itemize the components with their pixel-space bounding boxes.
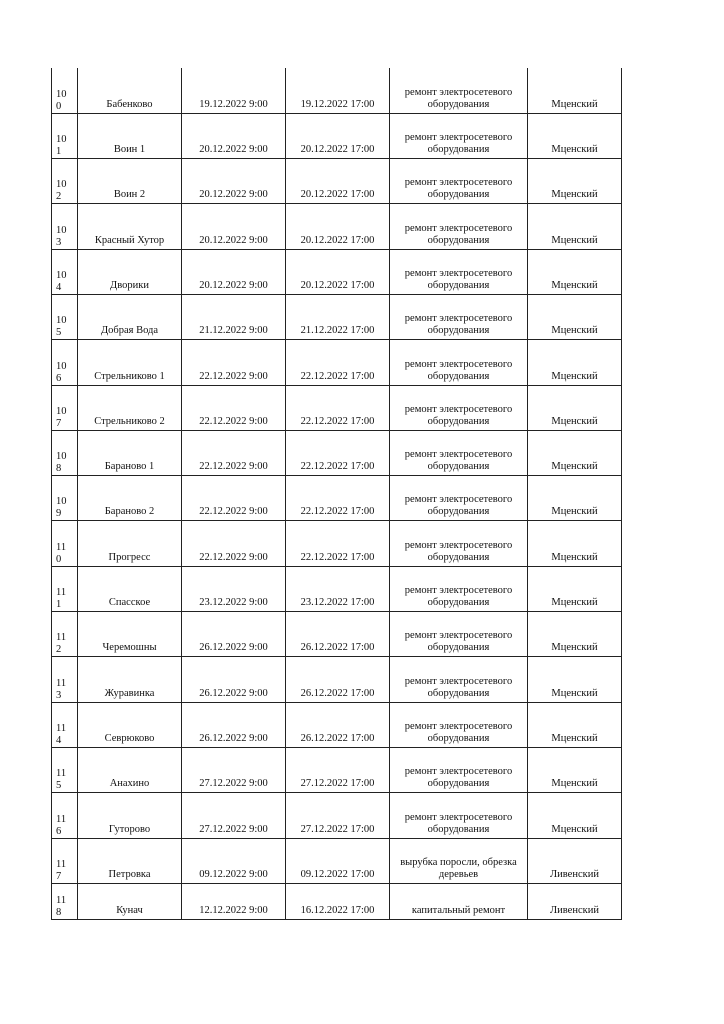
row-number-part-1: 11 <box>56 813 67 825</box>
table-row <box>52 68 622 113</box>
row-number-part-2: 2 <box>56 644 62 656</box>
table-row <box>52 204 622 249</box>
district-name: Мценский <box>528 657 622 702</box>
row-number <box>52 68 78 113</box>
row-number-part-1: 11 <box>56 858 67 870</box>
outage-schedule-table <box>51 68 622 920</box>
outage-end: 20.12.2022 17:00 <box>286 113 390 158</box>
table-row <box>52 747 622 792</box>
outage-end: 27.12.2022 17:00 <box>286 793 390 838</box>
row-number-part-2: 4 <box>56 734 62 746</box>
settlement-name: Стрельниково 1 <box>78 340 182 385</box>
row-number <box>52 521 78 566</box>
row-number <box>52 430 78 475</box>
row-number-part-2: 3 <box>56 236 62 248</box>
work-type: ремонт электросетевого оборудования <box>390 521 528 566</box>
outage-end: 16.12.2022 17:00 <box>286 883 390 919</box>
row-number <box>52 340 78 385</box>
settlement-name: Прогресс <box>78 521 182 566</box>
settlement-name: Добрая Вода <box>78 294 182 339</box>
settlement-name: Бабенково <box>78 68 182 113</box>
row-number-part-1: 11 <box>56 722 67 734</box>
work-type: ремонт электросетевого оборудования <box>390 294 528 339</box>
row-number <box>52 702 78 747</box>
row-number-part-1: 10 <box>56 315 67 327</box>
row-number-part-2: 6 <box>56 825 62 837</box>
row-number-part-1: 10 <box>56 360 67 372</box>
row-number-part-2: 8 <box>56 463 62 475</box>
work-type: вырубка поросли, обрезка деревьев <box>390 838 528 883</box>
district-name: Мценский <box>528 793 622 838</box>
row-number-part-2: 2 <box>56 191 62 203</box>
row-number <box>52 204 78 249</box>
settlement-name: Журавинка <box>78 657 182 702</box>
row-number-part-2: 0 <box>56 100 62 112</box>
row-number-part-2: 6 <box>56 372 62 384</box>
settlement-name: Воин 2 <box>78 159 182 204</box>
row-number <box>52 657 78 702</box>
outage-start: 20.12.2022 9:00 <box>182 113 286 158</box>
outage-end: 20.12.2022 17:00 <box>286 249 390 294</box>
row-number-part-1: 11 <box>56 677 67 689</box>
row-number-part-2: 0 <box>56 553 62 565</box>
table-row <box>52 657 622 702</box>
row-number-part-1: 10 <box>56 269 67 281</box>
outage-start: 23.12.2022 9:00 <box>182 566 286 611</box>
outage-end: 23.12.2022 17:00 <box>286 566 390 611</box>
outage-start: 20.12.2022 9:00 <box>182 204 286 249</box>
settlement-name: Бараново 2 <box>78 476 182 521</box>
table-row <box>52 793 622 838</box>
row-number-part-1: 11 <box>56 541 67 553</box>
row-number-part-1: 11 <box>56 768 67 780</box>
table-row <box>52 385 622 430</box>
outage-start: 20.12.2022 9:00 <box>182 159 286 204</box>
row-number <box>52 476 78 521</box>
outage-end: 26.12.2022 17:00 <box>286 657 390 702</box>
row-number-part-1: 11 <box>56 632 67 644</box>
table-row <box>52 249 622 294</box>
outage-start: 21.12.2022 9:00 <box>182 294 286 339</box>
table-row <box>52 883 622 919</box>
outage-end: 20.12.2022 17:00 <box>286 159 390 204</box>
outage-end: 22.12.2022 17:00 <box>286 476 390 521</box>
district-name: Мценский <box>528 68 622 113</box>
work-type: ремонт электросетевого оборудования <box>390 747 528 792</box>
row-number-part-1: 11 <box>56 894 67 906</box>
row-number <box>52 385 78 430</box>
row-number-part-2: 4 <box>56 281 62 293</box>
outage-start: 26.12.2022 9:00 <box>182 702 286 747</box>
outage-start: 09.12.2022 9:00 <box>182 838 286 883</box>
row-number-part-1: 10 <box>56 224 67 236</box>
row-number <box>52 883 78 919</box>
outage-start: 27.12.2022 9:00 <box>182 747 286 792</box>
outage-start: 19.12.2022 9:00 <box>182 68 286 113</box>
table-row <box>52 340 622 385</box>
settlement-name: Спасское <box>78 566 182 611</box>
outage-start: 12.12.2022 9:00 <box>182 883 286 919</box>
work-type: ремонт электросетевого оборудования <box>390 113 528 158</box>
row-number-part-2: 7 <box>56 870 62 882</box>
settlement-name: Гуторово <box>78 793 182 838</box>
settlement-name: Черемошны <box>78 612 182 657</box>
outage-end: 22.12.2022 17:00 <box>286 521 390 566</box>
work-type: ремонт электросетевого оборудования <box>390 657 528 702</box>
district-name: Мценский <box>528 612 622 657</box>
table-row <box>52 612 622 657</box>
work-type: капитальный ремонт <box>390 883 528 919</box>
settlement-name: Воин 1 <box>78 113 182 158</box>
row-number-part-1: 10 <box>56 88 67 100</box>
work-type: ремонт электросетевого оборудования <box>390 204 528 249</box>
row-number-part-2: 1 <box>56 599 62 611</box>
work-type: ремонт электросетевого оборудования <box>390 385 528 430</box>
outage-schedule-page <box>51 68 621 920</box>
row-number <box>52 566 78 611</box>
row-number-part-1: 10 <box>56 451 67 463</box>
outage-start: 22.12.2022 9:00 <box>182 385 286 430</box>
settlement-name: Красный Хутор <box>78 204 182 249</box>
row-number <box>52 793 78 838</box>
work-type: ремонт электросетевого оборудования <box>390 793 528 838</box>
district-name: Мценский <box>528 159 622 204</box>
district-name: Мценский <box>528 747 622 792</box>
outage-end: 22.12.2022 17:00 <box>286 385 390 430</box>
row-number-part-2: 3 <box>56 689 62 701</box>
outage-end: 22.12.2022 17:00 <box>286 430 390 475</box>
row-number <box>52 838 78 883</box>
row-number-part-2: 7 <box>56 417 62 429</box>
settlement-name: Анахино <box>78 747 182 792</box>
table-row <box>52 566 622 611</box>
table-row <box>52 430 622 475</box>
row-number-part-2: 5 <box>56 780 62 792</box>
work-type: ремонт электросетевого оборудования <box>390 702 528 747</box>
district-name: Мценский <box>528 113 622 158</box>
district-name: Ливенский <box>528 883 622 919</box>
settlement-name: Дворики <box>78 249 182 294</box>
outage-start: 22.12.2022 9:00 <box>182 430 286 475</box>
row-number <box>52 294 78 339</box>
row-number-part-2: 1 <box>56 146 62 158</box>
row-number-part-2: 9 <box>56 508 62 520</box>
row-number <box>52 747 78 792</box>
row-number-part-1: 10 <box>56 405 67 417</box>
row-number-part-1: 10 <box>56 496 67 508</box>
district-name: Мценский <box>528 702 622 747</box>
district-name: Ливенский <box>528 838 622 883</box>
row-number <box>52 612 78 657</box>
row-number-part-1: 11 <box>56 587 67 599</box>
outage-end: 22.12.2022 17:00 <box>286 340 390 385</box>
work-type: ремонт электросетевого оборудования <box>390 249 528 294</box>
table-row <box>52 521 622 566</box>
table-row <box>52 838 622 883</box>
table-row <box>52 476 622 521</box>
outage-start: 22.12.2022 9:00 <box>182 340 286 385</box>
district-name: Мценский <box>528 340 622 385</box>
district-name: Мценский <box>528 294 622 339</box>
work-type: ремонт электросетевого оборудования <box>390 476 528 521</box>
district-name: Мценский <box>528 476 622 521</box>
row-number <box>52 113 78 158</box>
work-type: ремонт электросетевого оборудования <box>390 159 528 204</box>
outage-start: 22.12.2022 9:00 <box>182 476 286 521</box>
row-number-part-2: 8 <box>56 906 62 918</box>
table-body <box>52 68 622 919</box>
district-name: Мценский <box>528 566 622 611</box>
outage-end: 26.12.2022 17:00 <box>286 612 390 657</box>
table-row <box>52 702 622 747</box>
settlement-name: Кунач <box>78 883 182 919</box>
outage-start: 26.12.2022 9:00 <box>182 657 286 702</box>
district-name: Мценский <box>528 430 622 475</box>
row-number-part-1: 10 <box>56 179 67 191</box>
outage-end: 27.12.2022 17:00 <box>286 747 390 792</box>
row-number <box>52 159 78 204</box>
outage-start: 20.12.2022 9:00 <box>182 249 286 294</box>
row-number-part-2: 5 <box>56 327 62 339</box>
row-number <box>52 249 78 294</box>
table-row <box>52 113 622 158</box>
outage-end: 20.12.2022 17:00 <box>286 204 390 249</box>
work-type: ремонт электросетевого оборудования <box>390 612 528 657</box>
outage-start: 27.12.2022 9:00 <box>182 793 286 838</box>
work-type: ремонт электросетевого оборудования <box>390 68 528 113</box>
settlement-name: Стрельниково 2 <box>78 385 182 430</box>
table-row <box>52 159 622 204</box>
outage-end: 19.12.2022 17:00 <box>286 68 390 113</box>
settlement-name: Севрюково <box>78 702 182 747</box>
district-name: Мценский <box>528 521 622 566</box>
work-type: ремонт электросетевого оборудования <box>390 566 528 611</box>
settlement-name: Бараново 1 <box>78 430 182 475</box>
district-name: Мценский <box>528 385 622 430</box>
outage-start: 22.12.2022 9:00 <box>182 521 286 566</box>
table-row <box>52 294 622 339</box>
outage-end: 09.12.2022 17:00 <box>286 838 390 883</box>
work-type: ремонт электросетевого оборудования <box>390 340 528 385</box>
district-name: Мценский <box>528 249 622 294</box>
outage-start: 26.12.2022 9:00 <box>182 612 286 657</box>
district-name: Мценский <box>528 204 622 249</box>
work-type: ремонт электросетевого оборудования <box>390 430 528 475</box>
outage-end: 21.12.2022 17:00 <box>286 294 390 339</box>
outage-end: 26.12.2022 17:00 <box>286 702 390 747</box>
row-number-part-1: 10 <box>56 134 67 146</box>
settlement-name: Петровка <box>78 838 182 883</box>
